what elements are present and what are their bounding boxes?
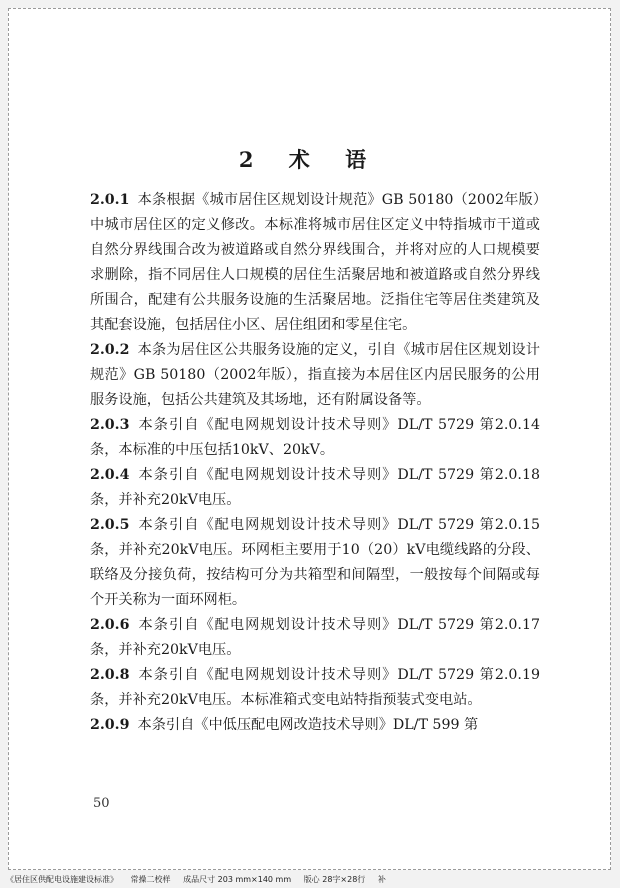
clause-text: 本条引自《配电网规划设计技术导则》DL/T 5729 第2.0.17条，并补充20kV电压。 xyxy=(90,617,540,658)
clause-paragraph xyxy=(90,663,540,713)
clause-paragraph xyxy=(90,513,540,613)
paragraph-list xyxy=(90,188,540,738)
footer-book-title: 《居住区供配电设施建设标准》 xyxy=(6,875,118,884)
footer-size: 成品尺寸 203 mm×140 mm xyxy=(183,875,292,884)
clause-paragraph xyxy=(90,338,540,413)
clause-number: 2.0.2 xyxy=(90,342,130,358)
clause-paragraph xyxy=(90,188,540,338)
clause-number: 2.0.1 xyxy=(90,192,130,208)
footer-tail: 补 xyxy=(377,875,386,884)
clause-paragraph xyxy=(90,413,540,463)
clause-text: 本条引自《配电网规划设计技术导则》DL/T 5729 第2.0.19条，并补充20kV电压。本标准箱式变电站特指预装式变电站。 xyxy=(90,667,540,708)
clause-text: 本条引自《配电网规划设计技术导则》DL/T 5729 第2.0.18条，并补充20kV电压。 xyxy=(90,467,540,508)
clause-paragraph xyxy=(90,713,540,738)
clause-number: 2.0.9 xyxy=(90,717,130,733)
footer-core: 版心 28字×28行 xyxy=(303,875,366,884)
clause-number: 2.0.8 xyxy=(90,667,130,683)
clause-text: 本条引自《配电网规划设计技术导则》DL/T 5729 第2.0.14条，本标准的中压包括10kV、20kV。 xyxy=(90,417,540,458)
clause-number: 2.0.3 xyxy=(90,417,130,433)
clause-number: 2.0.5 xyxy=(90,517,130,533)
document-page xyxy=(8,8,611,870)
clause-number: 2.0.6 xyxy=(90,617,130,633)
page-number: 50 xyxy=(93,796,110,811)
clause-text: 本条根据《城市居住区规划设计规范》GB 50180（2002年版）中城市居住区的定义修改。本标准将城市居住区定义中特指城市干道或自然分界线围合改为被道路或自然分界线围合，并将对应的人口规模要求删除，指不同居住人口规模的居住生活聚居地和被道路或自然分界线所围合，配建有公共服务设施的生活聚居地。泛指住宅等居住类建筑及其配套设施，包括居住小区、居住组团和零星住宅。 xyxy=(90,192,540,333)
clause-number: 2.0.4 xyxy=(90,467,130,483)
footer-proof-label: 常操二校样 xyxy=(130,875,171,884)
clause-paragraph xyxy=(90,613,540,663)
clause-paragraph xyxy=(90,463,540,513)
proof-footer xyxy=(6,874,616,885)
clause-text: 本条引自《中低压配电网改造技术导则》DL/T 599 第 xyxy=(137,717,479,733)
clause-text: 本条为居住区公共服务设施的定义，引自《城市居住区规划设计规范》GB 50180（2002年版），指直接为本居住区内居民服务的公用服务设施，包括公共建筑及其场地，还有附属设备等。 xyxy=(90,342,540,408)
clause-text: 本条引自《配电网规划设计技术导则》DL/T 5729 第2.0.15条，并补充20kV电压。环网柜主要用于10（20）kV电缆线路的分段、联络及分接负荷，按结构可分为共箱型和间隔型，一般按每个间隔或每个开关称为一面环网柜。 xyxy=(90,517,540,608)
section-title: 2 术 语 xyxy=(238,147,381,172)
